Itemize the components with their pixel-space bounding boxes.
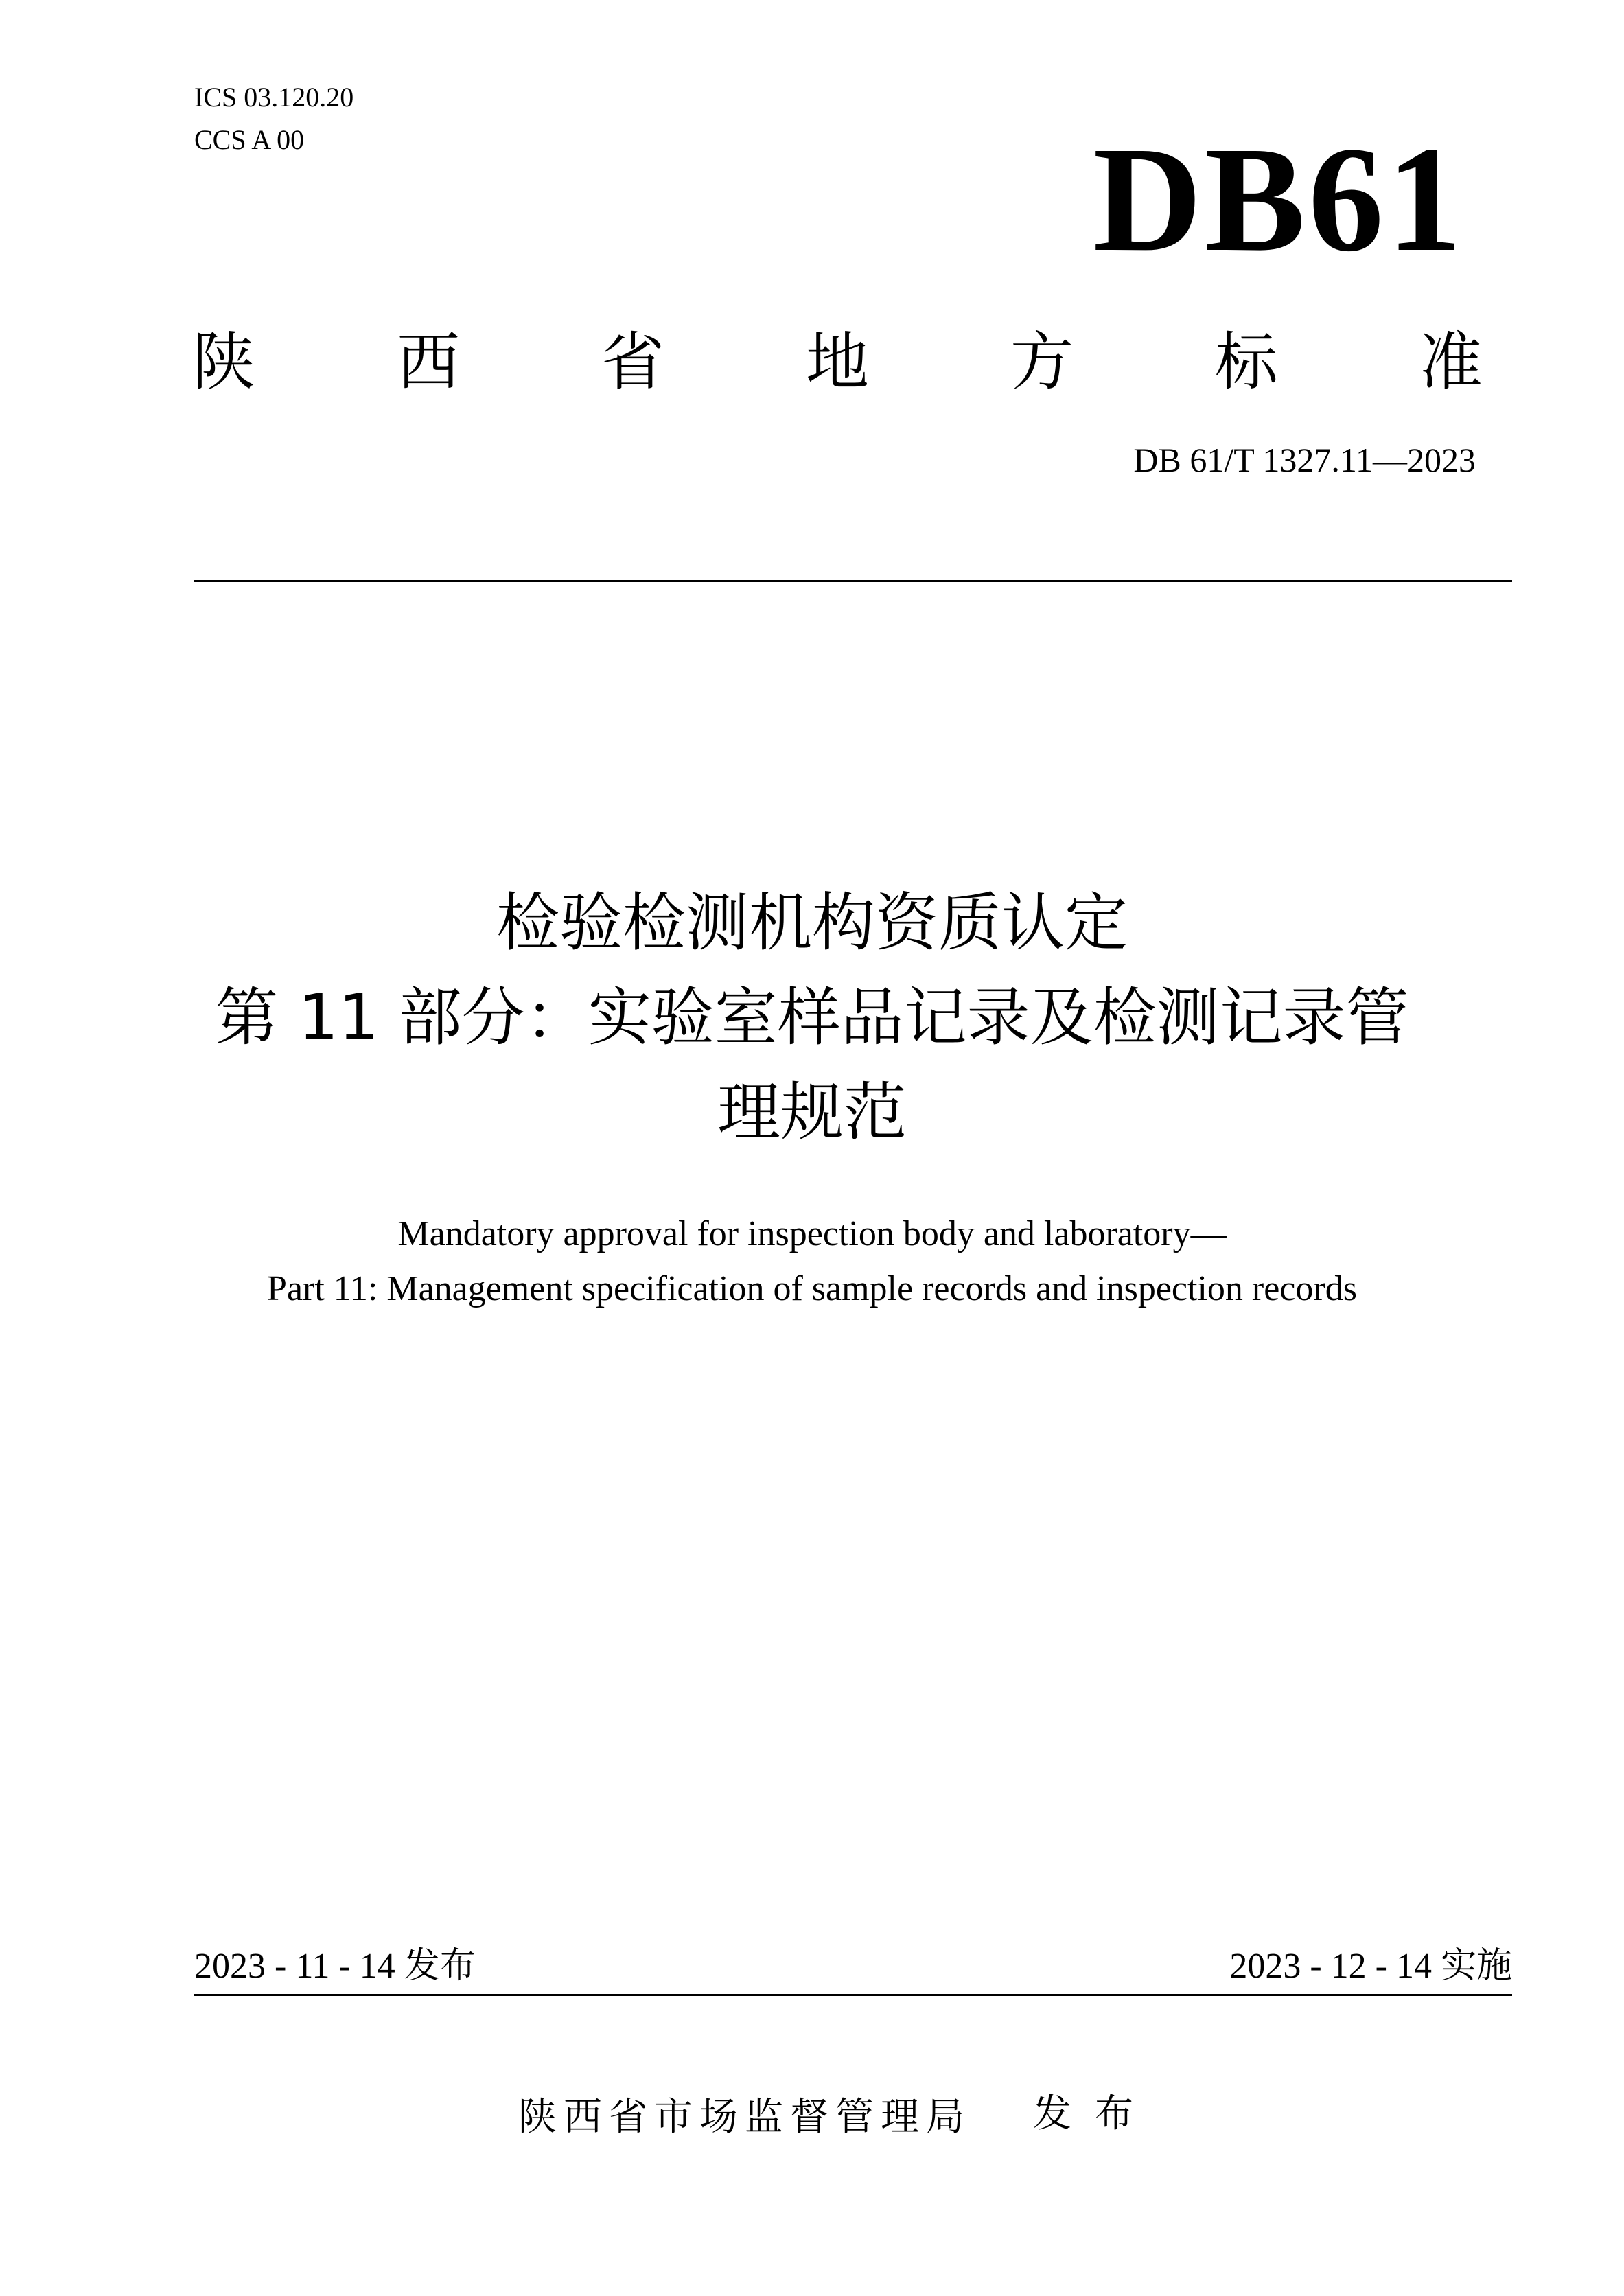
english-title-line-2: Part 11: Management specification of sample records and inspection records <box>267 1269 1357 1308</box>
standard-number: DB 61/T 1327.11—2023 <box>1133 441 1476 479</box>
top-divider <box>194 580 1512 582</box>
standard-type-char: 陕 <box>192 325 256 399</box>
publisher-name: 陕西省市场监督管理局 <box>518 2095 971 2140</box>
english-title-line-1: Mandatory approval for inspection body and laboratory— <box>397 1214 1227 1253</box>
standard-type-char: 方 <box>1010 325 1074 399</box>
standard-code-logo: DB61 <box>1093 115 1465 283</box>
implementation-date: 2023 - 12 - 14 实施 <box>1229 1947 1512 1986</box>
chinese-title-line-1: 检验检测机构资质认定 <box>496 886 1128 960</box>
standard-type-char: 标 <box>1214 325 1278 399</box>
standard-type-title <box>192 316 1483 398</box>
ics-code: ICS 03.120.20 <box>194 82 354 113</box>
chinese-title-line-3: 理规范 <box>717 1076 907 1149</box>
ccs-code: CCS A 00 <box>194 124 305 155</box>
chinese-title-line-2: 第 11 部分：实验室样品记录及检测记录管 <box>215 981 1409 1054</box>
bottom-divider <box>194 1994 1512 1996</box>
issue-date: 2023 - 11 - 14 发布 <box>194 1947 476 1986</box>
standard-type-char: 省 <box>601 325 664 399</box>
standard-type-char: 地 <box>805 325 869 399</box>
publish-label: 发布 <box>1033 2091 1157 2136</box>
standard-type-char: 西 <box>396 325 460 399</box>
standard-type-char: 准 <box>1419 325 1483 399</box>
